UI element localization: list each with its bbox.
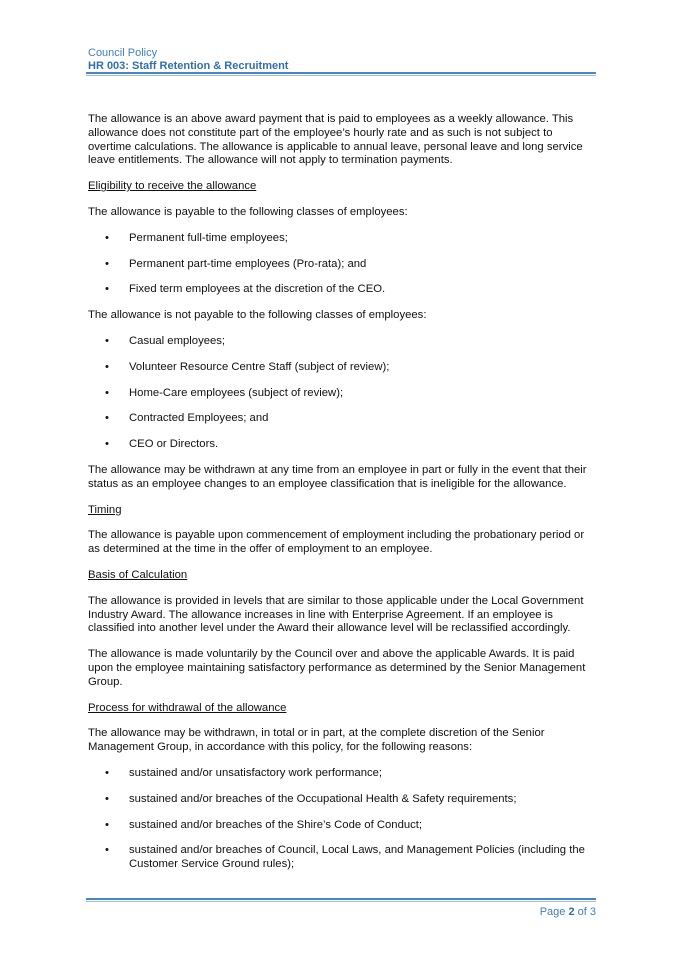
paragraph: The allowance is payable to the following classes of employees: <box>88 205 408 218</box>
list-item: • Fixed term employees at the discretion of the CEO. <box>105 283 386 296</box>
bullet-icon: • <box>105 818 109 831</box>
paragraph: The allowance is made voluntarily by the Council over and above the applicable Awards. It is paid upon the employee maintaining satisfactory performance as determined by the Senior Management Group. <box>88 648 586 688</box>
bullet-icon: • <box>105 283 109 296</box>
bullet-icon: • <box>105 792 109 805</box>
list-item: • CEO or Directors. <box>105 438 219 451</box>
section-heading-eligibility: Eligibility to receive the allowance <box>88 180 257 193</box>
bullet-icon: • <box>105 257 109 270</box>
document-body <box>88 113 596 884</box>
paragraph: The allowance is payable upon commencement of employment including the probationary period or as determined at the time in the offer of employment to an employee. <box>88 529 585 556</box>
page-header <box>88 47 596 73</box>
bullet-icon: • <box>105 412 109 425</box>
paragraph: The allowance is an above award payment that is paid to employees as a weekly allowance. This allowance does not constitute part of the employee’s hourly rate and as such is not subject to overtime calculations. The allowance is applicable to annual leave, personal leave and long service leave entitlements. The allowance will not apply to termination payments. <box>88 113 583 167</box>
list-item: • Contracted Employees; and <box>105 412 269 425</box>
section-heading-process: Process for withdrawal of the allowance <box>88 701 287 714</box>
paragraph: The allowance may be withdrawn, in total or in part, at the complete discretion of the Senior Management Group, in accordance with this policy, for the following reasons: <box>88 727 545 754</box>
header-subtitle: HR 003: Staff Retention & Recruitment <box>88 60 289 72</box>
payable-list <box>88 232 596 297</box>
bullet-icon: • <box>105 231 109 244</box>
header-divider <box>86 72 596 76</box>
list-item: • sustained and/or breaches of the Occupational Health & Safety requirements; <box>105 792 517 805</box>
list-item: • Volunteer Resource Centre Staff (subject of review); <box>105 360 390 373</box>
not-payable-list <box>88 335 596 452</box>
list-item: • sustained and/or breaches of the Shire’s Code of Conduct; <box>105 818 423 831</box>
footer-divider <box>86 898 596 902</box>
bullet-icon: • <box>105 766 109 779</box>
list-item: • Permanent full-time employees; <box>105 231 288 244</box>
bullet-icon: • <box>105 334 109 347</box>
reasons-list <box>88 767 596 872</box>
header-title: Council Policy <box>88 47 158 59</box>
paragraph: The allowance is provided in levels that are similar to those applicable under the Local Government Industry Award. The allowance increases in line with Enterprise Agreement. If an employee is classified into another level under the Award their allowance level will be reclassified accordingly. <box>88 594 584 635</box>
bullet-icon: • <box>105 360 109 373</box>
bullet-icon: • <box>105 844 109 857</box>
list-item: • Permanent part-time employees (Pro-rata); and <box>105 257 367 270</box>
page-number: Page 2 of 3 <box>539 906 596 918</box>
paragraph: The allowance may be withdrawn at any time from an employee in part or fully in the event that their status as an employee changes to an employee classification that is ineligible for the allowance. <box>88 463 587 490</box>
list-item: • sustained and/or unsatisfactory work performance; <box>105 766 383 779</box>
list-item: • sustained and/or breaches of Council, Local Laws, and Management Policies (including the Customer Service Ground rules); <box>105 844 585 871</box>
bullet-icon: • <box>105 386 109 399</box>
section-heading-basis: Basis of Calculation <box>88 568 188 581</box>
paragraph: The allowance is not payable to the following classes of employees: <box>88 309 427 322</box>
bullet-icon: • <box>105 438 109 451</box>
list-item: • Home-Care employees (subject of review); <box>105 386 344 399</box>
list-item: • Casual employees; <box>105 334 226 347</box>
section-heading-timing: Timing <box>88 503 122 516</box>
